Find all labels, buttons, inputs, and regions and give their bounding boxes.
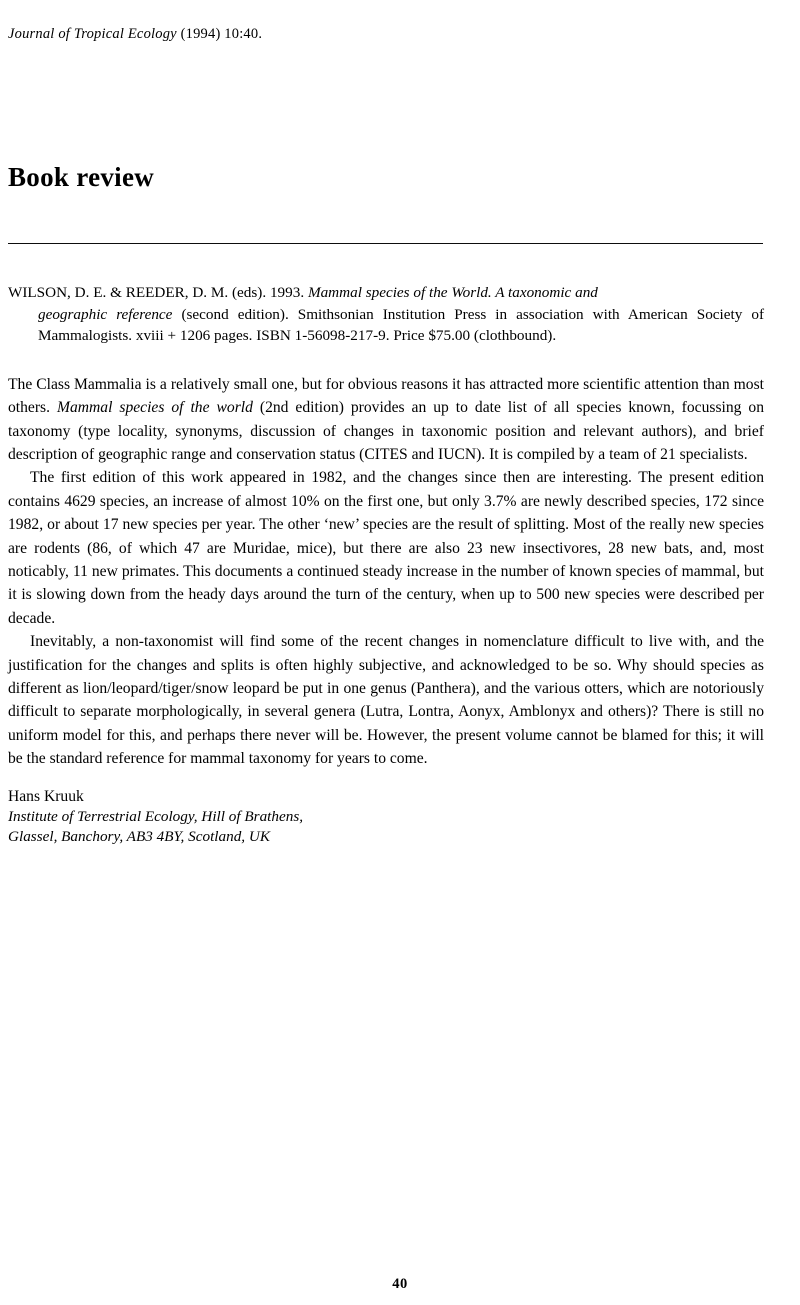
running-head-journal-title: Journal of Tropical Ecology [8, 26, 177, 42]
page-number: 40 [392, 1276, 408, 1292]
book-citation [8, 282, 764, 347]
reviewer-affiliation-line-2: Glassel, Banchory, AB3 4BY, Scotland, UK [8, 828, 270, 845]
citation-continuation [8, 304, 764, 347]
page-title: Book review [8, 162, 155, 193]
horizontal-rule [8, 243, 763, 244]
paragraph-3-segment-1: Inevitably, a non-taxonomist will find some of the recent changes in nomenclature difficult to live with, and the justification for the changes and splits is often highly subjective, and acknowledged to be so. Why should species as different as lion/leopard/tiger/snow leopard be put in one genus (Panthera), and the various otters, which are notoriously difficult to separate morphologically, in several genera (Lutra, Lontra, Aonyx, Amblonyx and others)? There is still no uniform model for this, and perhaps there never will be. However, the present volume cannot be blamed for this; it will be the standard reference for mammal taxonomy for years to come. [8, 633, 764, 768]
reviewer-name: Hans Kruuk [8, 788, 84, 805]
content-column [8, 282, 764, 771]
paragraph-1-segment-3: (2nd edition) provides an up to date list of all species known, focussing on taxonomy (type locality, synonyms, discussion of changes in taxonomic position and relevant authors), and brief description of geographic range and conservation status (CITES and IUCN). It is compiled by a team of 21 specialists. [8, 399, 765, 463]
citation-details: Society of Mammalogists. xviii + 1206 pages. ISBN 1-56098-217-9. Price $75.00 (clothbound). [38, 305, 764, 345]
reviewer-signature-block [8, 786, 608, 847]
paragraph-2-segment-1: The first edition of this work appeared in 1982, and the changes since then are interesting. The present edition contains 4629 species, an increase of almost 10% on the first one, but only 3.7% are newly described species, 172 since 1982, or about 17 new species per year. The other ‘new’ species are the result of splitting. Most of the really new species are rodents (86, of which 47 are Muridae, mice), but there are also 23 new insectivores, 28 new bats, and, most noticably, 11 new primates. This documents a continued steady increase in the number of known species of mammal, but it is slowing down from the heady days around the turn of the century, when up to 500 new species were described per decade. [8, 469, 764, 627]
paragraph-3 [8, 630, 764, 770]
citation-publisher: (second edition). Smithsonian Institution Press in association with American [172, 305, 688, 323]
running-head-volume-info: (1994) 10:40. [180, 26, 263, 42]
paragraph-1-segment-2: Mammal species of the world [56, 399, 253, 417]
citation-authors: WILSON, D. E. & REEDER, D. M. (eds). 1993. [8, 284, 308, 301]
running-head [8, 26, 262, 43]
reviewer-affiliation-line-1: Institute of Terrestrial Ecology, Hill of Brathens, [8, 808, 304, 825]
paragraph-1 [8, 373, 764, 467]
paragraph-1-segment-1: The Class Mammalia is a relatively small one, but for obvious reasons it has attracted more scientific attention than most others. [8, 375, 764, 417]
citation-title-part1: Mammal species of the World. A taxonomic and [307, 284, 598, 301]
paragraph-2 [8, 466, 764, 630]
citation-title-part2: geographic reference [38, 305, 173, 323]
